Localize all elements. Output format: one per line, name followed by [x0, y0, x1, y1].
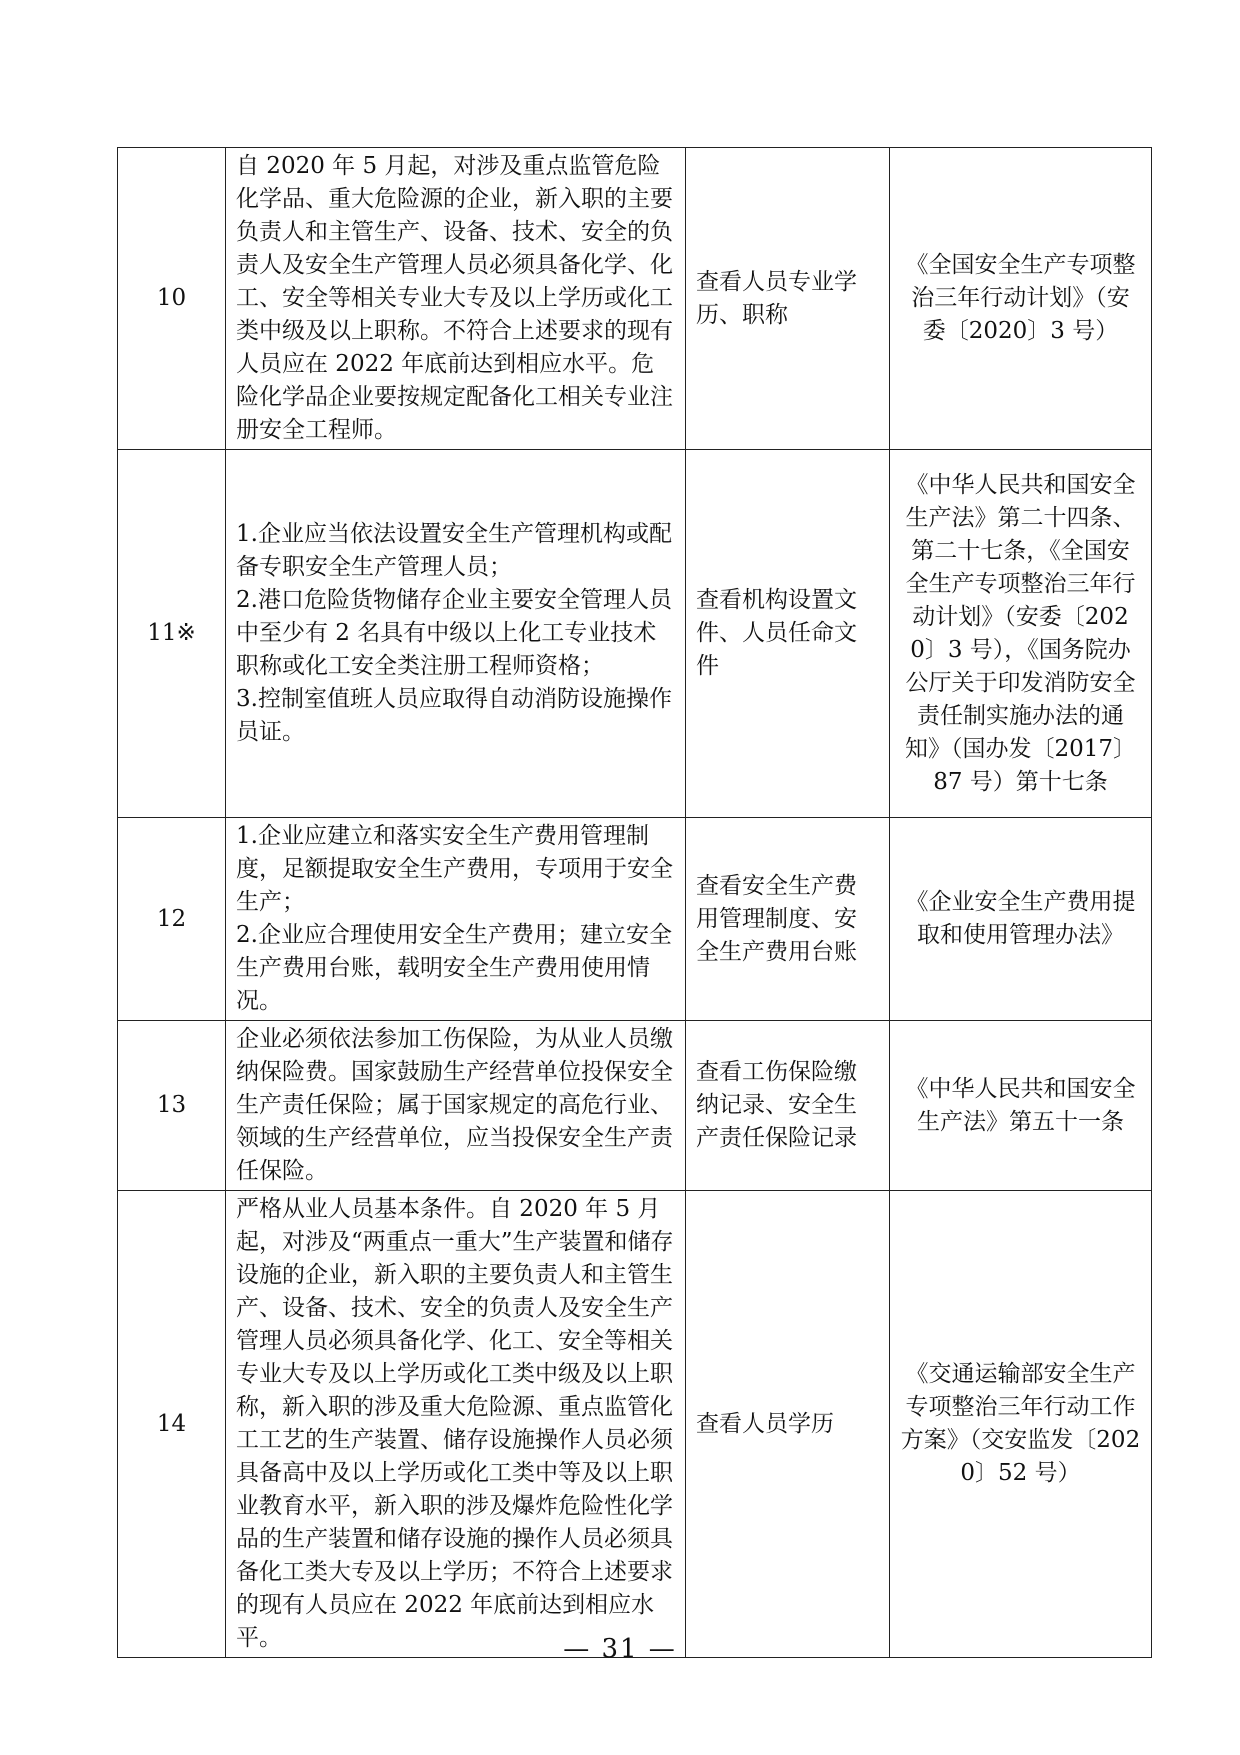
legal-basis: 《交通运输部安全生产专项整治三年行动工作方案》（交安监发〔2020〕52 号）	[890, 1191, 1152, 1658]
content-line: 1.企业应建立和落实安全生产费用管理制度，足额提取安全生产费用，专项用于安全生产； 2.企业应合理使用安全生产费用；建立安全生产费用台账，载明安全生产费用使用情况。	[236, 823, 673, 1014]
item-content: 企业必须依法参加工伤保险，为从业人员缴纳保险费。国家鼓励生产经营单位投保安全生产责任保险；属于国家规定的高危行业、领域的生产经营单位，应当投保安全生产责任保险。	[226, 1021, 686, 1191]
item-content: 严格从业人员基本条件。自 2020 年 5 月起，对涉及“两重点一重大”生产装置和储存设施的企业，新入职的主要负责人和主管生产、设备、技术、安全的负责人及安全生产管理人员必须具备化学、化工、安全等相关专业大专及以上学历或化工类中级及以上职称，新入职的涉及重大危险源、重点监管化工工艺的生产装置、储存设施操作人员必须具备高中及以上学历或化工类中等及以上职业教育水平，新入职的涉及爆炸危险性化学品的生产装置和储存设施的操作人员必须具备化工类大专及以上学历；不符合上述要求的现有人员应在 2022 年底前达到相应水平。	[226, 1191, 686, 1658]
item-content	[226, 818, 686, 1021]
table-row	[118, 148, 1152, 450]
item-number: 10	[118, 148, 226, 450]
page-number: — 31 —	[563, 1634, 677, 1664]
item-number: 12	[118, 818, 226, 1021]
table-row	[118, 1191, 1152, 1658]
table-row	[118, 818, 1152, 1021]
check-method: 查看人员专业学历、职称	[686, 148, 890, 450]
legal-basis: 《中华人民共和国安全生产法》第五十一条	[890, 1021, 1152, 1191]
item-number: 14	[118, 1191, 226, 1658]
legal-basis: 《中华人民共和国安全生产法》第二十四条、第二十七条，《全国安全生产专项整治三年行动计划》（安委〔2020〕3 号），《国务院办公厅关于印发消防安全责任制实施办法的通知》（国办发〔2017〕87 号）第十七条	[890, 450, 1152, 818]
content-line: 1.企业应当依法设置安全生产管理机构或配备专职安全生产管理人员； 2.港口危险货物储存企业主要安全管理人员中至少有 2 名具有中级以上化工专业技术职称或化工安全类注册工程师资格； 3.控制室值班人员应取得自动消防设施操作员证。	[236, 521, 672, 745]
item-number: 11※	[118, 450, 226, 818]
check-method: 查看机构设置文件、人员任命文件	[686, 450, 890, 818]
check-method: 查看人员学历	[686, 1191, 890, 1658]
legal-basis: 《全国安全生产专项整治三年行动计划》（安委〔2020〕3 号）	[890, 148, 1152, 450]
inspection-table	[117, 147, 1152, 1658]
check-method: 查看工伤保险缴纳记录、安全生产责任保险记录	[686, 1021, 890, 1191]
table-row	[118, 1021, 1152, 1191]
item-content: 自 2020 年 5 月起，对涉及重点监管危险化学品、重大危险源的企业，新入职的主要负责人和主管生产、设备、技术、安全的负责人及安全生产管理人员必须具备化学、化工、安全等相关专业大专及以上学历或化工类中级及以上职称。不符合上述要求的现有人员应在 2022 年底前达到相应水平。危险化学品企业要按规定配备化工相关专业注册安全工程师。	[226, 148, 686, 450]
item-content	[226, 450, 686, 818]
item-number: 13	[118, 1021, 226, 1191]
check-method: 查看安全生产费用管理制度、安全生产费用台账	[686, 818, 890, 1021]
legal-basis: 《企业安全生产费用提取和使用管理办法》	[890, 818, 1152, 1021]
table-row	[118, 450, 1152, 818]
